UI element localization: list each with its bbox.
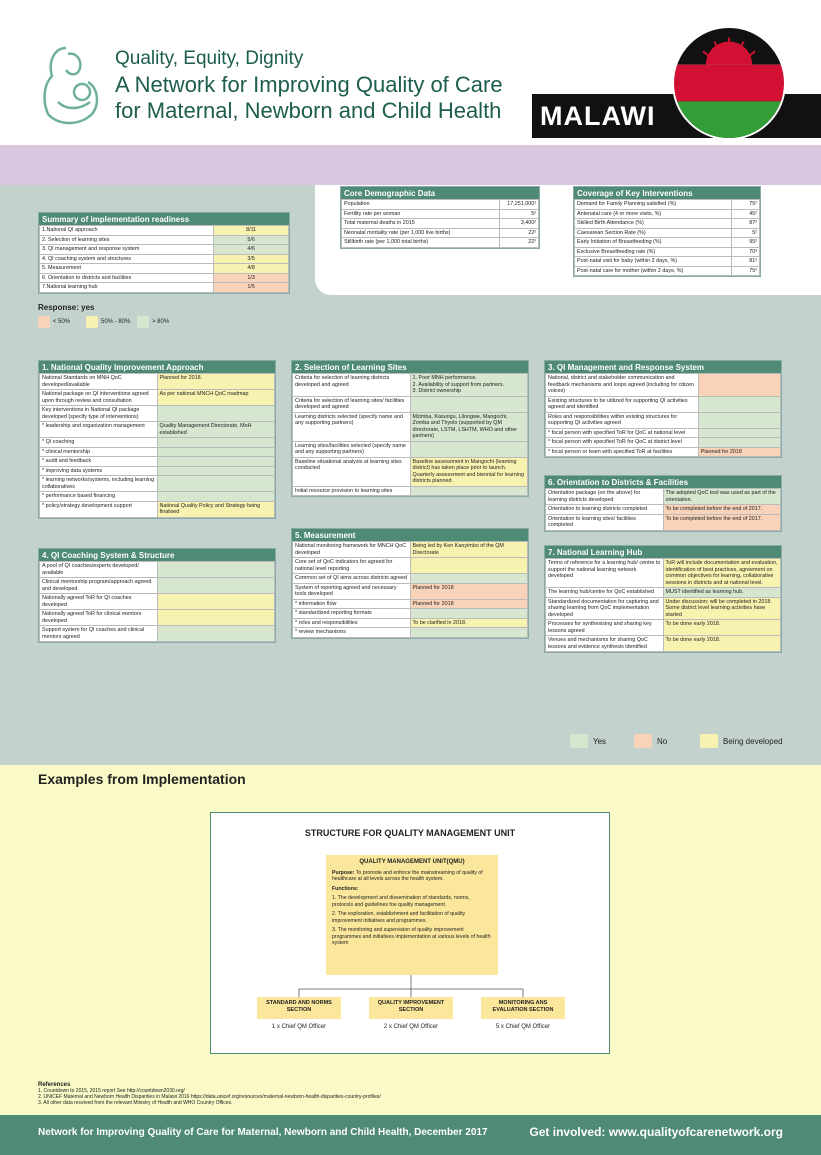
coverage-title: Coverage of Key Interventions <box>574 187 760 199</box>
row-label: 2. Selection of learning sites <box>40 235 214 245</box>
reference-1: 1. Countdown to 2015, 2015 report See http://countdown2030.org/ <box>38 1088 185 1094</box>
row-label: Antenatal care (4 or more visits, %) <box>575 209 732 219</box>
t4-title: 4. QI Coaching System & Structure <box>39 549 275 561</box>
function-3: 3. The monitoring and supervision of quality improvement programmes and initiatives implementation at various levels of health system <box>332 927 491 946</box>
row-label: * QI coaching <box>40 438 158 448</box>
row-label: * focal person or team with specified ToR at facilities <box>546 447 699 457</box>
legend-swatch-mid <box>86 316 98 328</box>
row-label: Support system for QI coaches and clinical mentors agreed <box>40 626 158 642</box>
row-label: Baseline situational analysis at learning sites conducted <box>293 457 411 486</box>
legend-mid: 50% - 80% <box>101 319 131 325</box>
row-label: Demand for Family Planning satisfied (%) <box>575 200 732 210</box>
legend-yes: Yes <box>593 737 607 746</box>
section-me: MONITORING ANS EVALUATION SECTION <box>481 997 565 1019</box>
table-row <box>293 558 528 574</box>
structure-title: STRUCTURE FOR QUALITY MANAGEMENT UNIT <box>304 828 516 838</box>
row-label: A pool of QI coaches/experts developed/ available <box>40 562 158 578</box>
row-status: Mzimba, Kasungu, Lilongwe, Mangochi, Zomba and Thyolo (supported by QM directorate, LSTM, LSHTM, WHO and other partners) <box>410 412 528 441</box>
row-label: National monitoring framework for MNCH QoC developed <box>293 542 411 558</box>
row-status: To be completed before the end of 2017. <box>663 505 781 515</box>
mother-child-logo-icon <box>36 40 106 130</box>
footer-left: Network for Improving Quality of Care for Maternal, Newborn and Child Health, December 2017 <box>38 1127 488 1138</box>
row-status <box>698 412 780 428</box>
function-2: 2. The exploration, establishment and facilitation of quality improvement initiatives and programmes. <box>332 911 466 924</box>
row-label: * focal person with specified ToR for QoC at national level <box>546 428 699 438</box>
row-status <box>698 428 780 438</box>
row-status: Quality Management Directorate, MoH established <box>157 422 275 438</box>
row-label: National, district and stakeholder communication and feedback mechanisms and loops agreed (including for citizen voices) <box>546 374 699 397</box>
row-label: Nationally agreed ToR for clinical mentors developed <box>40 610 158 626</box>
title-line-1: A Network for Improving Quality of Care <box>115 72 503 97</box>
response-label: Response: yes <box>38 303 95 312</box>
row-label: Orientation package (on the above) for learning districts developed <box>546 489 664 505</box>
row-status: Baseline assessment in Mangochi (learning district) has taken place prior to launch. Quarterly assessment and biennial for learning districts planned. <box>410 457 528 486</box>
row-label: Caesarean Section Rate (%) <box>575 228 732 238</box>
row-label: Terms of reference for a learning hub/ centre to support the national learning network developed <box>546 559 664 588</box>
table-row <box>40 374 275 390</box>
coverage-table <box>573 186 761 277</box>
row-label: Initial resource provision to learning sites <box>293 486 411 496</box>
row-label: Learning districts selected (specify name and any supporting partners) <box>293 412 411 441</box>
country-banner: MALAWI <box>532 94 821 138</box>
table-row <box>40 626 275 642</box>
legend-dev: Being developed <box>723 737 783 746</box>
row-value: 17,251,000¹ <box>499 200 538 210</box>
table-row <box>40 390 275 406</box>
row-label: Early Initiation of Breastfeeding (%) <box>575 238 732 248</box>
table-row <box>575 266 760 276</box>
row-score: 8/11 <box>214 226 289 236</box>
row-value: 45² <box>732 209 760 219</box>
table-row <box>546 396 781 412</box>
row-label: Skilled Birth Attendance (%) <box>575 219 732 229</box>
table-row <box>546 447 781 457</box>
table-row <box>40 457 275 467</box>
row-status <box>410 574 528 584</box>
table-row <box>293 599 528 609</box>
t2-title: 2. Selection of Learning Sites <box>292 361 528 373</box>
table-row <box>40 254 289 264</box>
row-label: Common set of QI aims across districts agreed <box>293 574 411 584</box>
table-row <box>546 636 781 652</box>
row-label: Total maternal deaths in 2015 <box>342 219 500 229</box>
row-label: Key interventions in National QI package developed (specify type of interventions) <box>40 406 158 422</box>
table-row <box>293 618 528 628</box>
row-label: * clinical mentorship <box>40 447 158 457</box>
footer <box>0 1115 821 1155</box>
row-value: 95² <box>732 238 760 248</box>
row-label: * policy/strategy development support <box>40 501 158 517</box>
t1-title: 1. National Quality Improvement Approach <box>39 361 275 373</box>
row-label: National package on QI interventions agreed upon through review and consultation <box>40 390 158 406</box>
table-row <box>342 219 539 229</box>
row-status <box>157 492 275 502</box>
t7-title: 7. National Learning Hub <box>545 546 781 558</box>
section-standards-staff: 1 x Chief QM Officer <box>271 1024 327 1030</box>
row-label: Post-natal care for mother (within 2 days, %) <box>575 266 732 276</box>
section-standards: STANDARD AND NORMS SECTION <box>257 997 341 1019</box>
row-value: 22² <box>499 238 538 248</box>
row-label: Criteria for selection of learning sites/ facilities developed and agreed <box>293 396 411 412</box>
row-label: * focal person with specified ToR for QoC at district level <box>546 438 699 448</box>
row-status <box>157 457 275 467</box>
row-label: System of reporting agreed and necessary tools developed <box>293 583 411 599</box>
row-score: 1/5 <box>214 283 289 293</box>
row-label: 5. Measurement <box>40 264 214 274</box>
row-label: * audit and feedback <box>40 457 158 467</box>
row-status: Being led by Ken Kanyimbo of the QM Directorate <box>410 542 528 558</box>
references <box>38 1082 381 1106</box>
table-row <box>293 396 528 412</box>
table-row <box>40 447 275 457</box>
table-row <box>575 209 760 219</box>
table-row <box>40 273 289 283</box>
table-row <box>40 501 275 517</box>
references-title: References <box>38 1082 71 1088</box>
table-row <box>575 247 760 257</box>
table-row <box>546 412 781 428</box>
row-score: 4/6 <box>214 245 289 255</box>
legend-no: No <box>657 737 668 746</box>
legend-swatch-low <box>38 316 50 328</box>
row-status <box>410 441 528 457</box>
table-row <box>40 594 275 610</box>
section-me-staff: 5 x Chief QM Officer <box>495 1024 551 1030</box>
legend-high: > 80% <box>152 319 170 325</box>
table-row <box>546 505 781 515</box>
table-row <box>342 228 539 238</box>
qmu-title: QUALITY MANAGEMENT UNIT(QMU) <box>359 859 465 865</box>
row-status <box>157 438 275 448</box>
row-status <box>157 406 275 422</box>
table-row <box>546 597 781 620</box>
table-row <box>40 476 275 492</box>
row-label: Fertility rate per woman <box>342 209 500 219</box>
row-label: * improving data systems <box>40 466 158 476</box>
table-row <box>546 374 781 397</box>
summary-table <box>38 212 290 294</box>
table-row <box>342 209 539 219</box>
table-row <box>293 609 528 619</box>
summary-title: Summary of implementation readiness <box>39 213 289 225</box>
row-label: * standardized reporting formats <box>293 609 411 619</box>
table-row <box>546 588 781 598</box>
row-label: Criteria for selection of learning districts developed and agreed <box>293 374 411 397</box>
row-value: 87² <box>732 219 760 229</box>
row-status: To be completed before the end of 2017. <box>663 514 781 530</box>
row-label: Clinical mentorship program/approach agreed and developed <box>40 578 158 594</box>
malawi-flag-icon <box>672 26 786 140</box>
row-status <box>157 466 275 476</box>
row-status <box>410 628 528 638</box>
table-learning-hub <box>544 545 782 653</box>
t3-title: 3. QI Management and Response System <box>545 361 781 373</box>
row-label: Standardized documentation for capturing and sharing learning from QoC implementation developed <box>546 597 664 620</box>
row-label: The learning hub/centre for QoC established <box>546 588 664 598</box>
row-score: 5/6 <box>214 235 289 245</box>
table-row <box>293 374 528 397</box>
table-row <box>575 219 760 229</box>
demographic-table <box>340 186 540 249</box>
table-row <box>293 574 528 584</box>
row-label: 4. QI coaching system and structures <box>40 254 214 264</box>
row-label: Orientation to learning districts completed <box>546 505 664 515</box>
footer-link[interactable]: Get involved: www.qualityofcarenetwork.org <box>529 1125 783 1139</box>
row-status: Planned for 2018 <box>698 447 780 457</box>
table-row <box>293 412 528 441</box>
table-measurement <box>291 528 529 639</box>
section-qi: QUALITY IMPROVEMENT SECTION <box>369 997 453 1019</box>
row-label: Population <box>342 200 500 210</box>
row-label: * learning networks/systems, including learning collaboratives <box>40 476 158 492</box>
row-label: Neonatal mortality rate (per 1,000 live births) <box>342 228 500 238</box>
table-qi-management <box>544 360 782 458</box>
row-status: To be clarified in 2018. <box>410 618 528 628</box>
table-row <box>575 257 760 267</box>
row-score: 4/8 <box>214 264 289 274</box>
t5-title: 5. Measurement <box>292 529 528 541</box>
row-status: Planned for 2018 <box>410 583 528 599</box>
table-row <box>546 620 781 636</box>
table-row <box>575 228 760 238</box>
row-label: 1.National QI approach <box>40 226 214 236</box>
row-value: 81² <box>732 257 760 267</box>
row-value: 70² <box>732 247 760 257</box>
table-row <box>40 406 275 422</box>
row-status <box>157 562 275 578</box>
purpose-text: To promote and enforce the mainstreaming of quality of healthcare at all levels across the health system. <box>332 869 483 882</box>
row-label: Existing structures to be utilized for supporting QI activities agreed and identified <box>546 396 699 412</box>
row-label: Post-natal visit for baby (within 2 days, %) <box>575 257 732 267</box>
qmu-structure <box>210 812 610 1054</box>
row-score: 1/3 <box>214 273 289 283</box>
row-status: National Quality Policy and Strategy being finalised <box>157 501 275 517</box>
row-value: 5² <box>499 209 538 219</box>
table-row <box>546 438 781 448</box>
row-label: 3. QI management and response system <box>40 245 214 255</box>
legend-swatch-high <box>137 316 149 328</box>
table-row <box>546 514 781 530</box>
table-row <box>575 238 760 248</box>
table-row <box>40 562 275 578</box>
row-status <box>157 594 275 610</box>
functions-label: Functions: <box>332 885 359 892</box>
row-label: * leadership and organization management <box>40 422 158 438</box>
row-status <box>410 486 528 496</box>
row-status <box>157 476 275 492</box>
table-row <box>40 226 289 236</box>
row-status: As per national MNCH QoC roadmap <box>157 390 275 406</box>
table-national-qi <box>38 360 276 519</box>
table-row <box>546 559 781 588</box>
row-label: * roles and responsibilities <box>293 618 411 628</box>
table-row <box>40 235 289 245</box>
row-label: Roles and responsibilities within existing structures for supporting QI activities agreed <box>546 412 699 428</box>
table-row <box>546 428 781 438</box>
row-value: 5² <box>732 228 760 238</box>
row-status: To be done early 2018. <box>663 620 781 636</box>
section-qi-staff: 2 x Chief QM Officer <box>383 1024 439 1030</box>
row-label: National Standards on MNH QoC developed/available <box>40 374 158 390</box>
row-label: * performance based financing <box>40 492 158 502</box>
examples-heading: Examples from Implementation <box>38 771 246 787</box>
row-status: To be done early 2018. <box>663 636 781 652</box>
table-row <box>293 628 528 638</box>
tagline: Quality, Equity, Dignity <box>115 48 304 69</box>
row-label: Core set of QoC indicators for agreed for national level reporting <box>293 558 411 574</box>
row-label: Venues and mechanisms for sharing QoC lessons and evidence synthesis identified <box>546 636 664 652</box>
table-row <box>575 200 760 210</box>
row-status <box>157 447 275 457</box>
table-row <box>293 486 528 496</box>
table-row <box>293 542 528 558</box>
table-row <box>40 492 275 502</box>
row-label: 6. Orientation to districts and facilities <box>40 273 214 283</box>
title-line-2: for Maternal, Newborn and Child Health <box>115 98 502 123</box>
table-row <box>342 238 539 248</box>
row-status: Planned for 2018. <box>157 374 275 390</box>
legend-low: < 50% <box>53 319 71 325</box>
row-status: 1. Poor MNH performance. 2. Availability of support from partners. 3. District ownership <box>410 374 528 397</box>
row-label: * information flow <box>293 599 411 609</box>
row-status: Planned for 2018 <box>410 599 528 609</box>
table-row <box>40 422 275 438</box>
table-row <box>40 578 275 594</box>
legend-yes-swatch <box>570 734 588 748</box>
function-1: 1. The development and dissemination of standards, norms, protocols and guidelines foe quality management. <box>332 895 470 908</box>
table-row <box>342 200 539 210</box>
row-status: ToR will include documentation and evaluation, identification of best practices, agreement on common objectives for learning, collaborative sessions in districts and at national level. <box>663 559 781 588</box>
table-row <box>293 457 528 486</box>
table-row <box>293 583 528 599</box>
row-status <box>410 396 528 412</box>
row-label: Nationally agreed ToR for QI coaches developed <box>40 594 158 610</box>
table-orientation <box>544 475 782 532</box>
row-label: Stillbirth rate (per 1,000 total births) <box>342 238 500 248</box>
row-status <box>698 396 780 412</box>
row-status <box>410 558 528 574</box>
row-value: 75² <box>732 266 760 276</box>
row-score: 3/5 <box>214 254 289 264</box>
legend-dev-swatch <box>700 734 718 748</box>
row-value: 22² <box>499 228 538 238</box>
reference-2: 2. UNICEF Maternal and Newborn Health Disparities in Malawi 2016 https://data.unicef.org/resources/maternal-newborn-health-disparities-country-profiles/ <box>38 1094 381 1100</box>
t6-title: 6. Orientation to Districts & Facilities <box>545 476 781 488</box>
row-label: Processes for synthesising and sharing key lessons agreed <box>546 620 664 636</box>
row-status <box>410 609 528 619</box>
table-row <box>40 264 289 274</box>
row-status <box>157 578 275 594</box>
demographic-title: Core Demographic Data <box>341 187 539 199</box>
row-label: Exclusive Breastfeeding rate (%) <box>575 247 732 257</box>
row-label: * review mechanisms <box>293 628 411 638</box>
legend-no-swatch <box>634 734 652 748</box>
row-label: Orientation to learning sites/ facilities completed <box>546 514 664 530</box>
row-status: MUST identified as learning hub. <box>663 588 781 598</box>
table-row <box>40 283 289 293</box>
table-qi-coaching <box>38 548 276 643</box>
row-value: 75² <box>732 200 760 210</box>
row-status <box>698 438 780 448</box>
row-status <box>157 610 275 626</box>
row-status <box>157 626 275 642</box>
table-row <box>293 441 528 457</box>
reference-3: 3. All other data received from the relevant Ministry of Health and WHO Country Offices. <box>38 1100 233 1106</box>
row-status: Under discussion; will be completed in 2018. Some district level learning activities have started <box>663 597 781 620</box>
row-label: 7.National learning hub <box>40 283 214 293</box>
table-row <box>546 489 781 505</box>
table-row <box>40 466 275 476</box>
row-status <box>698 374 780 397</box>
purpose-label: Purpose: <box>332 869 355 876</box>
row-status: The adopted QoC tool was used as part of the orientation. <box>663 489 781 505</box>
table-row <box>40 245 289 255</box>
table-learning-sites <box>291 360 529 497</box>
row-value: 3,400² <box>499 219 538 229</box>
table-row <box>40 610 275 626</box>
row-label: Learning sites/facilities selected (specify name and any supporting partners) <box>293 441 411 457</box>
table-row <box>40 438 275 448</box>
